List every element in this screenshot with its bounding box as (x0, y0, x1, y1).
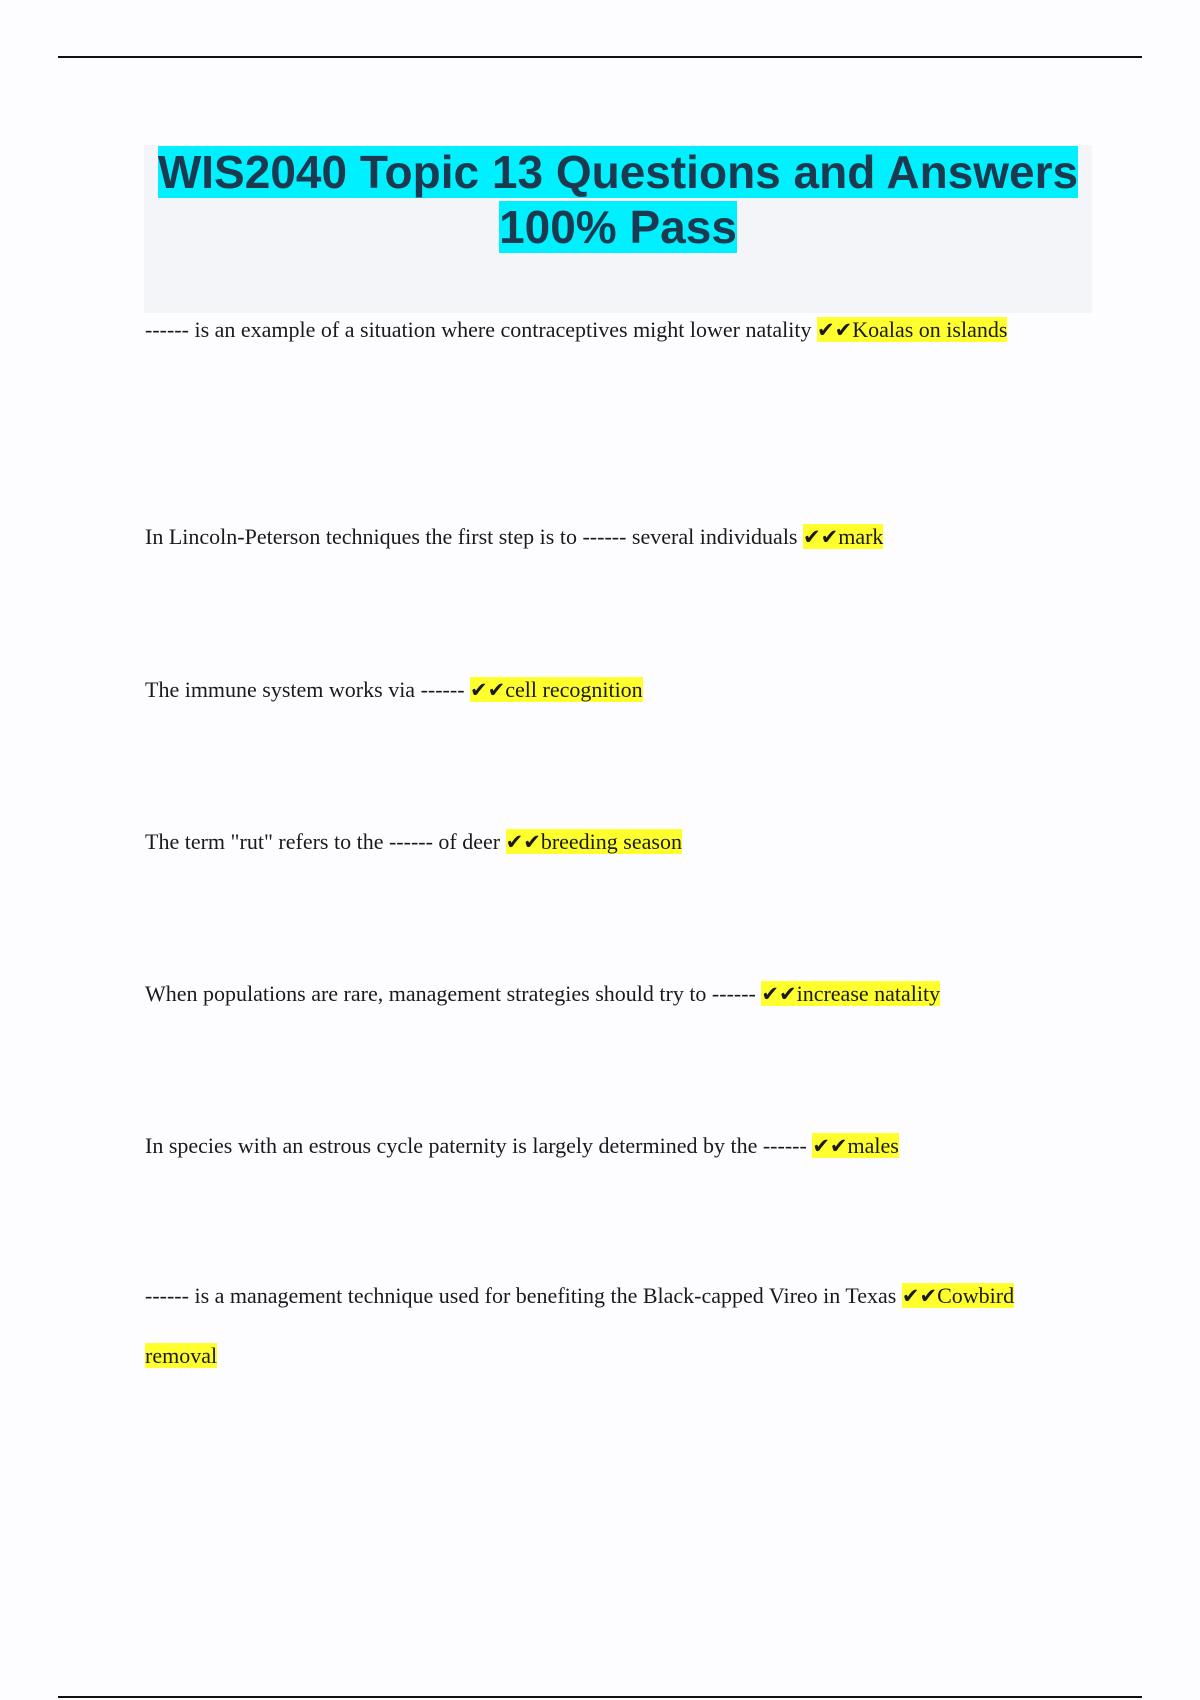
check-icon: ✔✔ (812, 1134, 848, 1158)
question-text: ------ is a management technique used for benefiting the Black-capped Vireo in Texas (145, 1283, 902, 1308)
bottom-rule (58, 1696, 1142, 1698)
top-rule (58, 56, 1142, 58)
qa-item (145, 964, 1045, 1024)
answer-highlight (506, 829, 682, 854)
question-text: When populations are rare, management strategies should try to ------ (145, 981, 762, 1006)
check-icon: ✔✔ (470, 678, 506, 702)
check-icon: ✔✔ (505, 830, 541, 854)
question-text: ------ is an example of a situation where contraceptives might lower natality (145, 317, 817, 342)
document-title-text: WIS2040 Topic 13 Questions and Answers 100% Pass (157, 146, 1079, 253)
answer-text: increase natality (796, 981, 941, 1006)
document-title (144, 145, 1092, 255)
answer-highlight (470, 677, 643, 702)
check-icon: ✔✔ (816, 318, 853, 342)
question-text: In species with an estrous cycle paternity is largely determined by the ------ (145, 1133, 813, 1158)
qa-item (145, 660, 1045, 720)
answer-highlight (803, 524, 883, 549)
answer-highlight (817, 317, 1007, 342)
check-icon: ✔✔ (803, 525, 839, 549)
qa-item (145, 1266, 1045, 1385)
qa-item (145, 300, 1045, 360)
question-text: The immune system works via ------ (145, 677, 471, 702)
qa-item (145, 507, 1045, 567)
answer-text: cell recognition (505, 677, 643, 702)
answer-text: mark (838, 524, 884, 549)
answer-highlight (761, 981, 940, 1006)
qa-item (145, 812, 1045, 872)
answer-text: males (847, 1133, 899, 1158)
answer-text: Cowbird removal (145, 1283, 1015, 1368)
answer-highlight (812, 1133, 899, 1158)
title-banner (144, 145, 1092, 313)
question-text: The term "rut" refers to the ------ of deer (145, 829, 506, 854)
answer-text: Koalas on islands (852, 317, 1008, 342)
answer-text: breeding season (540, 829, 682, 854)
question-text: In Lincoln-Peterson techniques the first step is to ------ several individuals (145, 524, 803, 549)
check-icon: ✔✔ (901, 1284, 938, 1308)
qa-item (145, 1116, 1045, 1176)
check-icon: ✔✔ (761, 982, 797, 1006)
